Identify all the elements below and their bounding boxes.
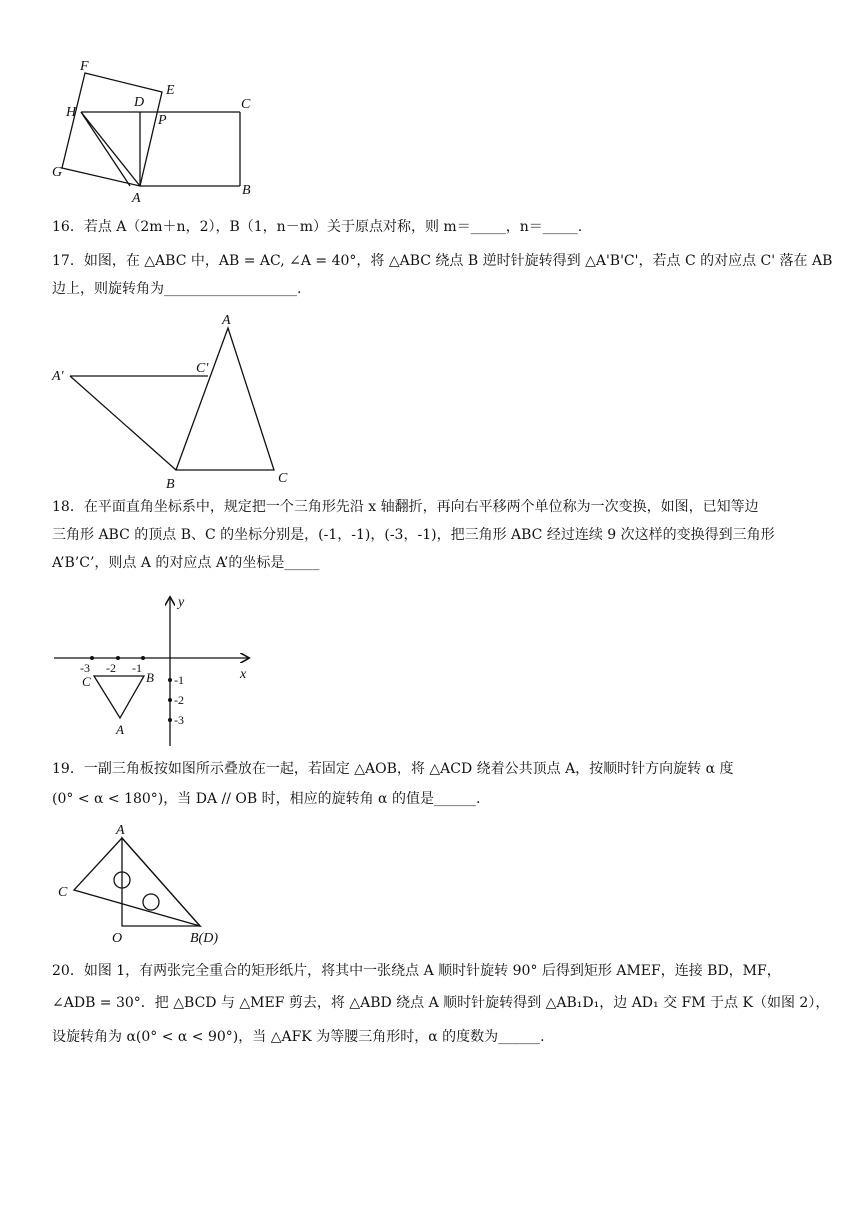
label-H: H <box>66 105 77 120</box>
label-C: C <box>278 471 288 486</box>
x-tick-neg1: -1 <box>132 661 142 675</box>
label-O: O <box>112 931 123 946</box>
question-17-line2: 边上，则旋转角为___________________. <box>52 281 302 297</box>
label-C: C <box>82 674 91 689</box>
label-A-prime: A' <box>52 369 64 384</box>
question-17 <box>52 250 833 300</box>
x-tick-neg3: -3 <box>80 661 90 675</box>
question-19 <box>52 758 820 810</box>
y-tick-neg3: -3 <box>174 713 184 727</box>
label-A: A <box>116 823 125 838</box>
label-B: B <box>166 477 175 490</box>
question-18-line1: 18．在平面直角坐标系中，规定把一个三角形先沿 x 轴翻折，再向右平移两个单位称为一次变换，如图，已知等边 <box>52 499 759 515</box>
x-tick-neg2: -2 <box>106 661 116 675</box>
axis-y-label: y <box>178 595 185 610</box>
label-B: B <box>242 183 251 198</box>
label-F: F <box>80 59 89 74</box>
label-C: C <box>58 885 68 900</box>
question-19-line1: 19．一副三角板按如图所示叠放在一起，若固定 △AOB，将 △ACD 绕着公共顶点 A，按顺时针方向旋转 α 度 <box>52 761 734 777</box>
label-B: B <box>146 670 154 685</box>
label-A: A <box>132 191 141 204</box>
question-19-line2: (0° < α < 180°)，当 DA // OB 时，相应的旋转角 α 的值是______. <box>52 791 481 807</box>
label-B-D: B(D) <box>190 931 218 946</box>
question-16-text: 16．若点 A（2m＋n，2），B（1，n－m）关于原点对称，则 m＝_____，n＝_____. <box>52 219 583 235</box>
figure-q15 <box>48 52 268 204</box>
label-G: G <box>52 165 63 180</box>
label-C-prime: C' <box>196 361 209 376</box>
figure-q19 <box>52 820 252 950</box>
question-18-line2: 三角形 ABC 的顶点 B、C 的坐标分别是，(-1，-1)，(-3，-1)，把三角形 ABC 经过连续 9 次这样的变换得到三角形 <box>52 527 775 543</box>
question-20-line3: 设旋转角为 α(0° < α < 90°)，当 △AFK 为等腰三角形时，α 的度数为______. <box>52 1029 545 1045</box>
question-16 <box>52 216 820 238</box>
figure-q17 <box>48 312 308 490</box>
label-P: P <box>158 113 167 128</box>
question-18-line3: A’B’C’，则点 A 的对应点 A’的坐标是_____ <box>52 555 320 571</box>
question-18 <box>52 496 820 574</box>
y-tick-neg2: -2 <box>174 693 184 707</box>
axis-x-label: x <box>240 667 247 682</box>
question-20-line2: ∠ADB = 30°．把 △BCD 与 △MEF 剪去，将 △ABD 绕点 A 顺时针旋转得到 △AB₁D₁，边 AD₁ 交 FM 于点 K（如图 2）， <box>52 995 830 1011</box>
label-A: A <box>116 722 124 737</box>
label-C: C <box>241 97 251 112</box>
question-17-line1: 17．如图，在 △ABC 中，AB = AC, ∠A = 40°，将 △ABC 绕点 B 逆时针旋转得到 △A'B'C'，若点 C 的对应点 C' 落在 AB <box>52 253 833 269</box>
question-20-line1: 20．如图 1，有两张完全重合的矩形纸片，将其中一张绕点 A 顺时针旋转 90° 后得到矩形 AMEF，连接 BD，MF， <box>52 963 781 979</box>
question-20 <box>52 960 830 1048</box>
label-E: E <box>166 83 175 98</box>
figure-q18 <box>48 592 268 748</box>
label-D: D <box>134 95 145 110</box>
label-A: A <box>222 313 231 328</box>
y-tick-neg1: -1 <box>174 673 184 687</box>
